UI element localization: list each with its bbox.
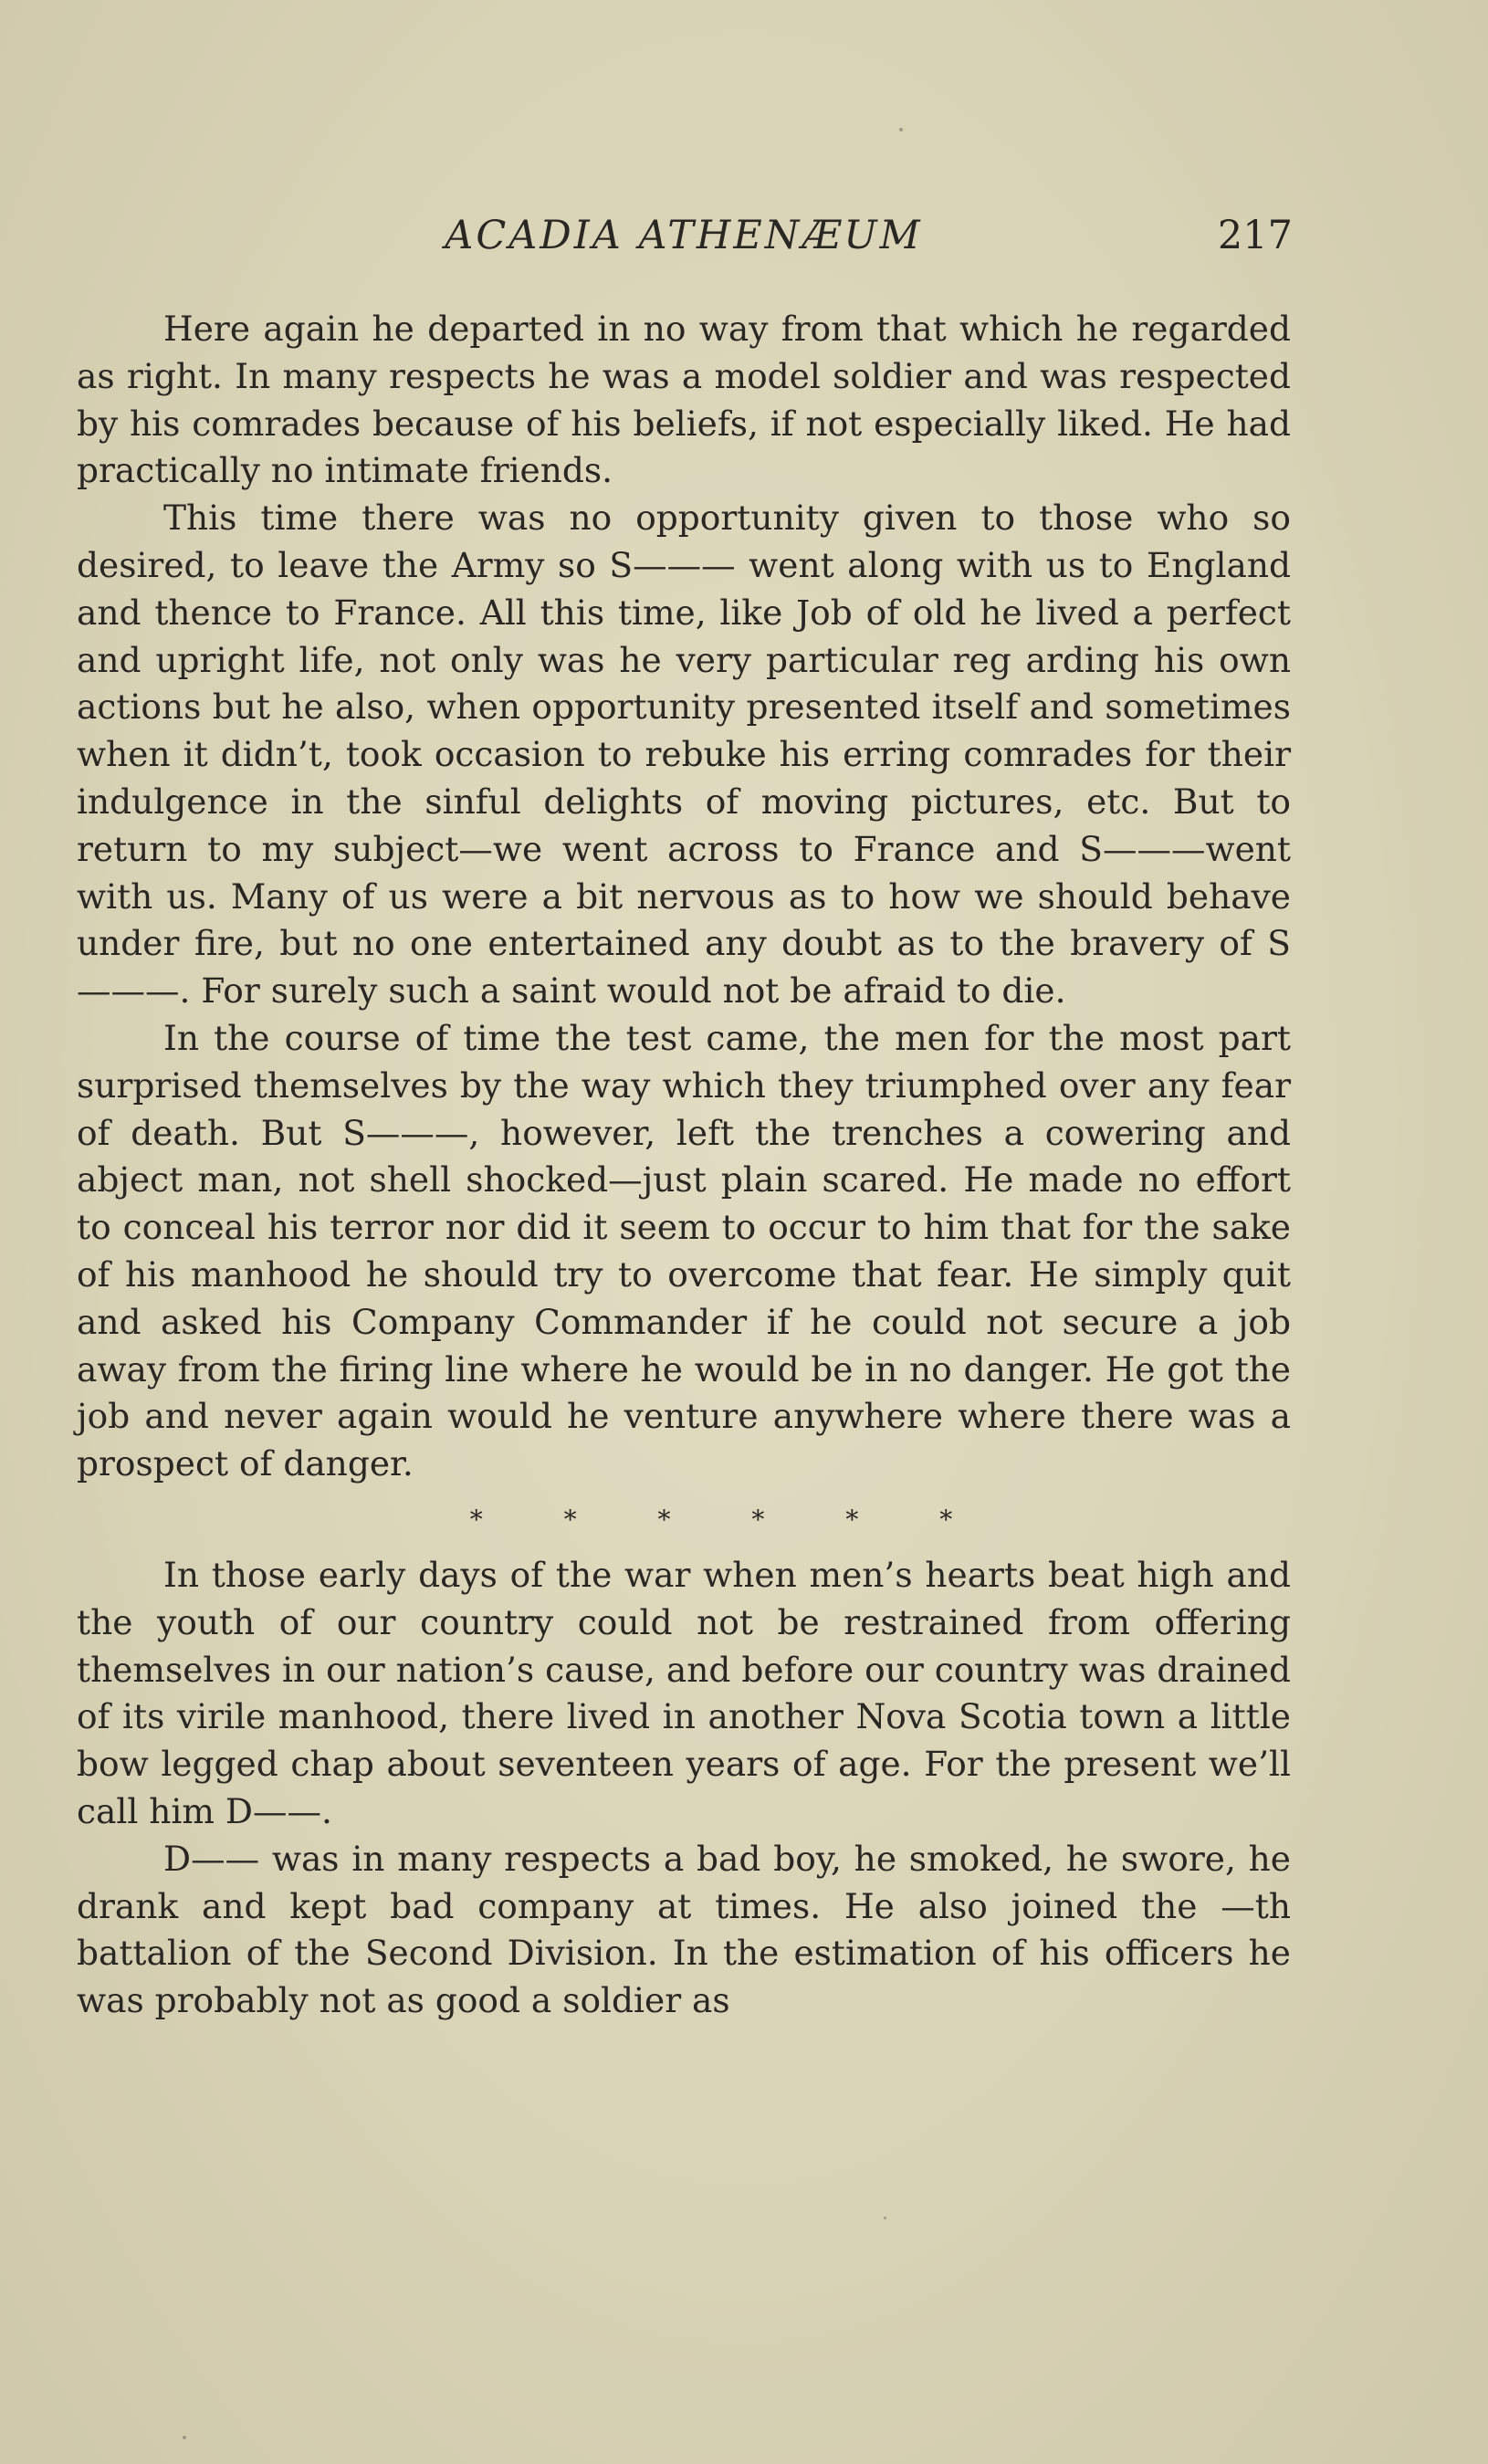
paragraph: In those early days of the war when men’s hearts beat high and the youth of our country could not be restrained from offering themselves in our nation’s cause, and before our country was drained of its virile manhood, there lived in another Nova Scotia town a little bow legged chap about seventeen years of age. For the present we’ll call him D——.	[77, 1554, 1291, 1831]
paper-speck	[884, 2217, 886, 2219]
journal-title: ACADIA ATHENÆUM	[445, 213, 923, 258]
page-number: 217	[1217, 213, 1293, 258]
paragraph: This time there was no opportunity given to those who so desired, to leave the Army so S——— went along with us to England and thence to France. All this time, like Job of old he lived a perfect and upright life, not only was he very particular reg arding his own actions but he also, when opportunity presented itself and sometimes when it didn’t, took occasion to rebuke his erring comrades for their indulgence in the sinful delights of moving pictures, etc. But to return to my subject—we went across to France and S———went with us. Many of us were a bit nervous as to how we should behave under fire, but no one entertained any doubt as to the bravery of S———. For surely such a saint would not be afraid to die.	[77, 498, 1291, 1012]
paragraph: D—— was in many respects a bad boy, he smoked, he swore, he drank and kept bad company at times. He also joined the —th battalion of the Second Division. In the estimation of his officers he was probably not as good a soldier as	[77, 1838, 1291, 2021]
article-body	[77, 306, 1291, 2025]
section-separator: * * * * * *	[469, 1504, 953, 1535]
paper-speck	[183, 2436, 186, 2439]
paragraph: Here again he departed in no way from that which he regarded as right. In many respects he was a model soldier and was respected by his comrades because of his beliefs, if not especially liked. He had practically no intimate friends.	[77, 309, 1291, 491]
paper-speck	[899, 128, 903, 131]
paragraph: In the course of time the test came, the men for the most part surprised themselves by the way which they triumphed over any fear of death. But S———, however, left the trenches a cowering and abject man, not shell shocked—just plain scared. He made no effort to conceal his terror nor did it seem to occur to him that for the sake of his manhood he should try to overcome that fear. He simply quit and asked his Company Commander if he could not secure a job away from the firing line where he would be in no danger. He got the job and never again would he venture anywhere where there was a prospect of danger.	[77, 1017, 1291, 1484]
running-head	[77, 208, 1291, 263]
